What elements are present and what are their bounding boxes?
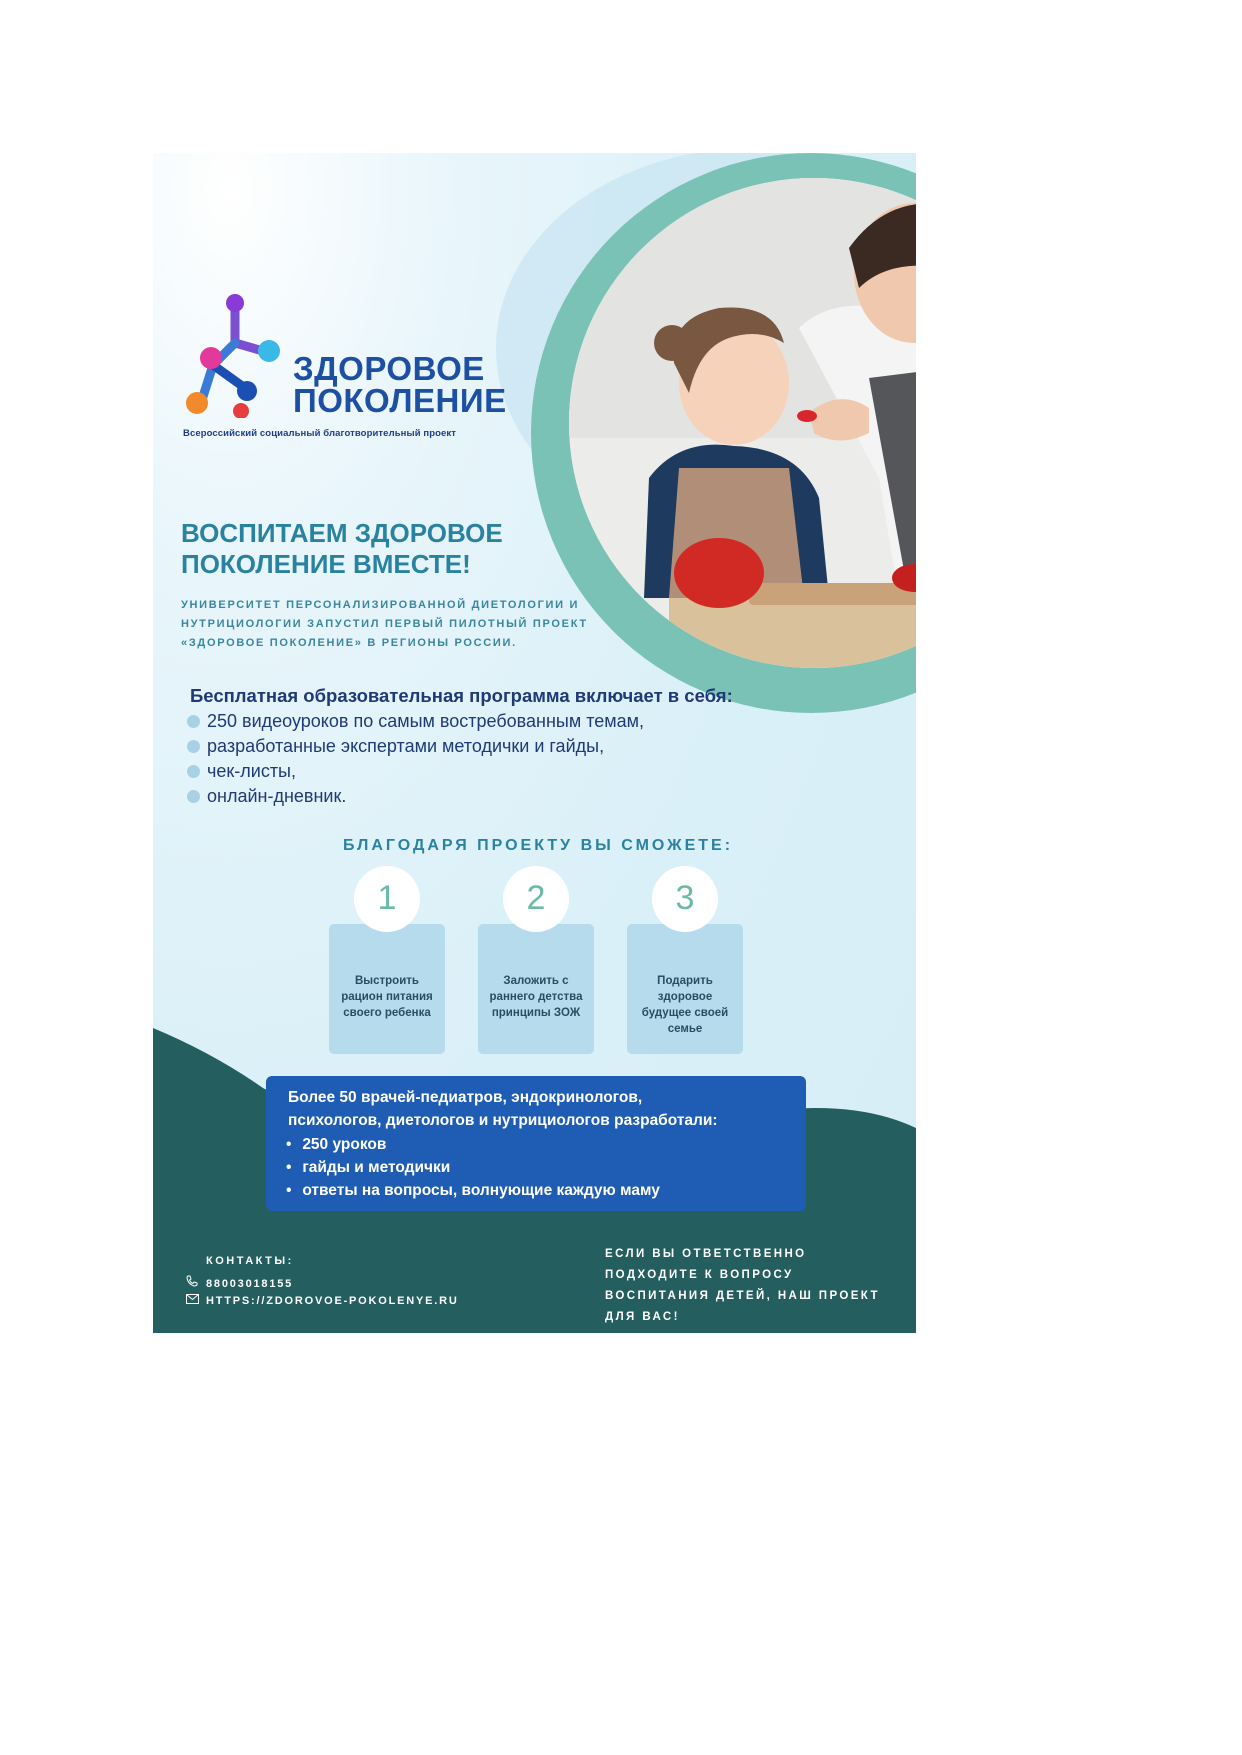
program-title: Бесплатная образовательная программа включает в себя: <box>190 685 733 706</box>
contact-phone <box>186 1275 293 1290</box>
brand-name-line2: ПОКОЛЕНИЕ <box>293 382 507 419</box>
brand-name-line1: ЗДОРОВОЕ <box>293 350 485 387</box>
contact-site <box>186 1294 459 1307</box>
flyer <box>153 153 916 1333</box>
list-item: 250 видеоуроков по самым востребованным темам, <box>187 709 644 734</box>
phone-number[interactable]: 88003018155 <box>206 1278 294 1290</box>
list-item: чек-листы, <box>187 759 644 784</box>
benefit-text-3: Подарить здоровое будущее своей семье <box>641 975 729 1035</box>
bullet-icon: • <box>286 1136 292 1153</box>
intro-line1: УНИВЕРСИТЕТ ПЕРСОНАЛИЗИРОВАННОЙ ДИЕТОЛОГИИ И <box>181 599 580 611</box>
intro-line3: «ЗДОРОВОЕ ПОКОЛЕНИЕ» В РЕГИОНЫ РОССИИ. <box>181 637 517 649</box>
benefit-number-1: 1 <box>354 866 420 932</box>
list-item: онлайн-дневник. <box>187 784 644 809</box>
mail-icon <box>186 1294 206 1307</box>
benefits-title: БЛАГОДАРЯ ПРОЕКТУ ВЫ СМОЖЕТЕ: <box>343 837 734 854</box>
list-item: • ответы на вопросы, волнующие каждую маму <box>286 1179 660 1202</box>
list-item: • 250 уроков <box>286 1133 660 1156</box>
headline-line2: ПОКОЛЕНИЕ ВМЕСТЕ! <box>181 549 471 579</box>
benefit-number-2: 2 <box>503 866 569 932</box>
bullet-icon: • <box>286 1182 292 1199</box>
contacts-label: КОНТАКТЫ: <box>206 1255 294 1267</box>
benefit-text-2: Заложить с раннего детства принципы ЗОЖ <box>489 975 583 1019</box>
slogan: ЕСЛИ ВЫ ОТВЕТСТВЕННО ПОДХОДИТЕ К ВОПРОСУ ВОСПИТАНИЯ ДЕТЕЙ, НАШ ПРОЕКТ ДЛЯ ВАС! <box>605 1248 880 1323</box>
phone-icon <box>186 1275 206 1290</box>
list-item: разработанные экспертами методички и гайды, <box>187 734 644 759</box>
headline-line1: ВОСПИТАЕМ ЗДОРОВОЕ <box>181 518 503 548</box>
list-item: • гайды и методички <box>286 1156 660 1179</box>
team-info-box <box>266 1076 806 1211</box>
website-link[interactable]: HTTPS://ZDOROVOE-POKOLENYE.RU <box>206 1295 459 1307</box>
team-list <box>286 1133 660 1202</box>
intro-line2: НУТРИЦИОЛОГИИ ЗАПУСТИЛ ПЕРВЫЙ ПИЛОТНЫЙ ПРОЕКТ <box>181 618 588 630</box>
benefit-number-3: 3 <box>652 866 718 932</box>
bullet-icon: • <box>286 1159 292 1176</box>
benefit-text-1: Выстроить рацион питания своего ребенка <box>341 975 433 1019</box>
team-heading: Более 50 врачей-педиатров, эндокринологов, психологов, диетологов и нутрициологов разработали: <box>288 1089 718 1129</box>
brand-subtitle: Всероссийский социальный благотворительный проект <box>183 428 457 439</box>
